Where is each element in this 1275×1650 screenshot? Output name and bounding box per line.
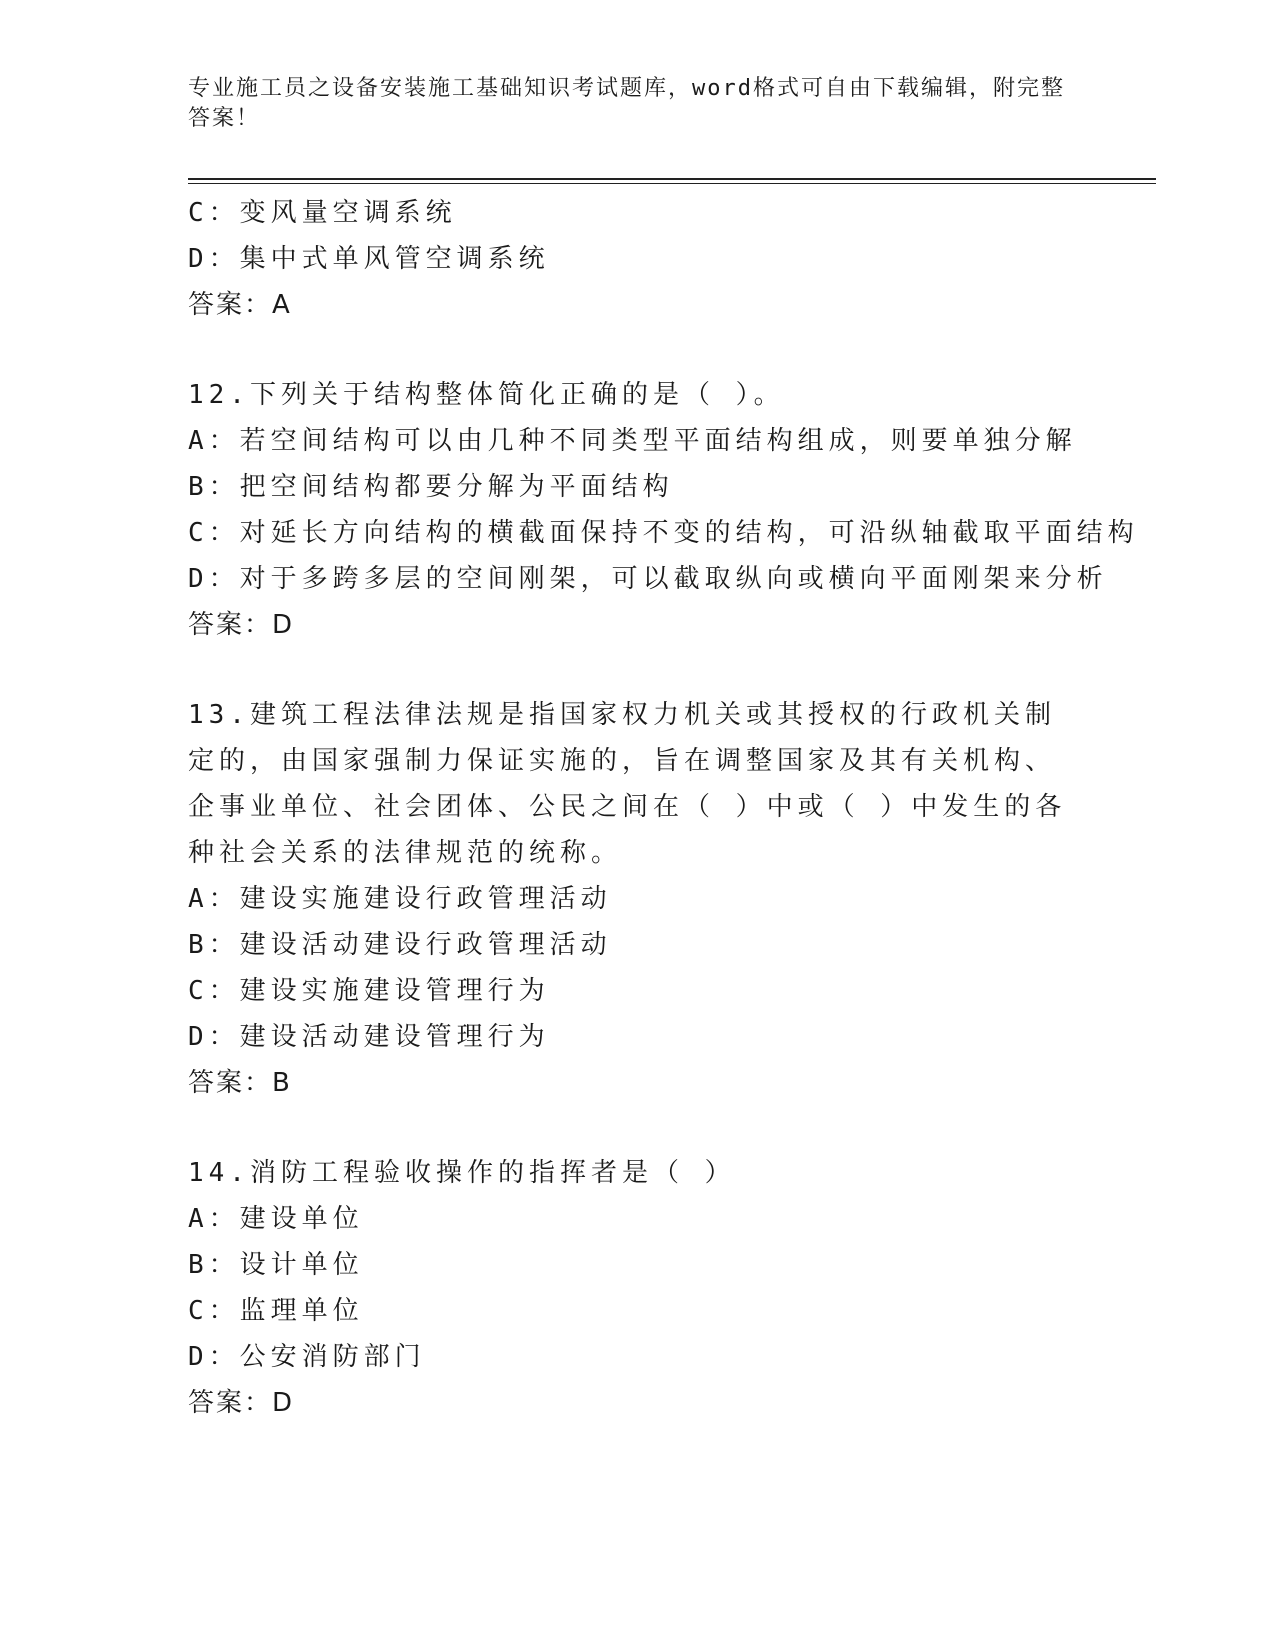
- option-a: A：若空间结构可以由几种不同类型平面结构组成，则要单独分解: [188, 426, 1077, 456]
- answer-line: 答案：A: [188, 290, 292, 320]
- option-c: C：建设实施建设管理行为: [188, 976, 550, 1006]
- answer-line: 答案：B: [188, 1068, 292, 1098]
- spacer: [188, 328, 1088, 372]
- question-14: [188, 1150, 1088, 1426]
- header-rule-thick: [188, 178, 1156, 180]
- option-a: A：建设实施建设行政管理活动: [188, 884, 612, 914]
- spacer: [188, 1106, 1088, 1150]
- option-d: D：集中式单风管空调系统: [188, 244, 550, 274]
- prev-question-block: [188, 190, 1088, 328]
- option-c: C：变风量空调系统: [188, 198, 457, 228]
- question-stem: 14.消防工程验收操作的指挥者是（ ）: [188, 1158, 736, 1188]
- option-a: A：建设单位: [188, 1204, 364, 1234]
- answer-line: 答案：D: [188, 610, 295, 640]
- answer-line: 答案：D: [188, 1388, 295, 1418]
- spacer: [188, 648, 1088, 692]
- option-d: D：公安消防部门: [188, 1342, 426, 1372]
- option-b: B：把空间结构都要分解为平面结构: [188, 472, 674, 502]
- question-13: [188, 692, 1088, 1106]
- option-c: C：监理单位: [188, 1296, 364, 1326]
- option-b: B：设计单位: [188, 1250, 364, 1280]
- header-rule-thin: [188, 183, 1156, 184]
- question-stem: 13.建筑工程法律法规是指国家权力机关或其授权的行政机关制定的，由国家强制力保证实施的，旨在调整国家及其有关机构、企事业单位、社会团体、公民之间在（ ）中或（ ）中发生的各种社会关系的法律规范的统称。: [188, 700, 1067, 868]
- option-c: C：对延长方向结构的横截面保持不变的结构，可沿纵轴截取平面结构: [188, 518, 1139, 548]
- question-stem: 12.下列关于结构整体简化正确的是（ ）。: [188, 380, 785, 410]
- question-12: [188, 372, 1139, 648]
- option-d: D：建设活动建设管理行为: [188, 1022, 550, 1052]
- option-d: D：对于多跨多层的空间刚架，可以截取纵向或横向平面刚架来分析: [188, 564, 1108, 594]
- document-header: 专业施工员之设备安装施工基础知识考试题库，word格式可自由下载编辑，附完整答案！: [188, 76, 1065, 131]
- question-content: [188, 190, 1139, 1426]
- option-b: B：建设活动建设行政管理活动: [188, 930, 612, 960]
